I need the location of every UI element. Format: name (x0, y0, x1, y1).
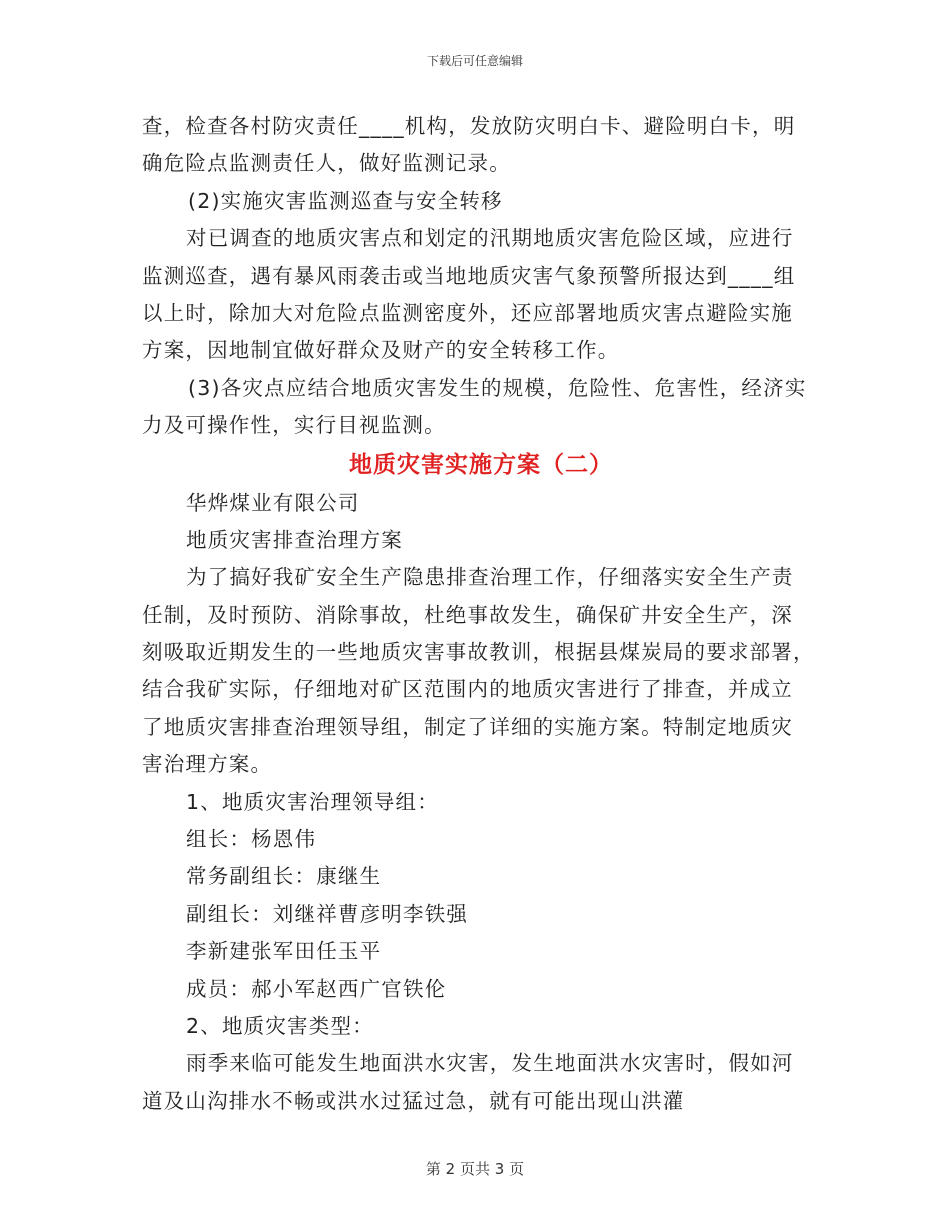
paragraph-line: 任制，及时预防、消除事故，杜绝事故发生，确保矿井安全生产，深 (142, 602, 793, 627)
paragraph-line: 了地质灾害排查治理领导组，制定了详细的实施方案。特制定地质灾 (142, 714, 793, 739)
member-line: 副组长：刘继祥曹彦明李铁强 (186, 901, 469, 926)
member-line: 成员：郝小军赵西广官铁伦 (186, 976, 447, 1001)
paragraph-line: 方案，因地制宜做好群众及财产的安全转移工作。 (142, 338, 620, 363)
list-heading: 2、地质灾害类型： (186, 1013, 374, 1038)
member-line: 组长：杨恩伟 (186, 827, 317, 852)
page-header: 下载后可任意编辑 (426, 54, 523, 68)
paragraph-line: 监测巡查，遇有暴风雨袭击或当地地质灾害气象预警所报达到____组 (142, 263, 796, 288)
list-heading: 1、地质灾害治理领导组： (186, 789, 439, 814)
document-body (142, 108, 815, 1120)
paragraph-line: 结合我矿实际，仔细地对矿区范围内的地质灾害进行了排查，并成立 (142, 677, 793, 702)
paragraph-line: 力及可操作性，实行目视监测。 (142, 413, 446, 438)
paragraph-line: (3)各灾点应结合地质灾害发生的规模，危险性、危害性，经济实 (188, 375, 807, 400)
section-title: 地质灾害实施方案（二） (349, 451, 613, 478)
paragraph-line: 道及山沟排水不畅或洪水过猛过急，就有可能出现山洪灌 (142, 1088, 685, 1113)
paragraph-line: 确危险点监测责任人，做好监测记录。 (142, 151, 511, 176)
member-line: 李新建张军田任玉平 (186, 939, 382, 964)
paragraph-line: 查，检查各村防灾责任____机构，发放防灾明白卡、避险明白卡，明 (142, 114, 796, 138)
plan-name: 地质灾害排查治理方案 (186, 527, 403, 552)
paragraph-line: 以上时，除加大对危险点监测密度外，还应部署地质灾害点避险实施 (142, 300, 793, 325)
paragraph-line: 害治理方案。 (142, 752, 273, 777)
paragraph-line: 为了搞好我矿安全生产隐患排查治理工作，仔细落实安全生产责 (186, 565, 794, 590)
page-footer: 第 2 页共 3 页 (425, 1160, 525, 1178)
paragraph-line: 刻吸取近期发生的一些地质灾害事故教训，根据县煤炭局的要求部署， (142, 640, 815, 665)
subheading: (2)实施灾害监测巡查与安全转移 (188, 188, 503, 213)
paragraph-line: 对已调查的地质灾害点和划定的汛期地质灾害危险区域，应进行 (186, 226, 794, 251)
paragraph-line: 雨季来临可能发生地面洪水灾害，发生地面洪水灾害时，假如河 (186, 1051, 794, 1076)
member-line: 常务副组长：康继生 (186, 864, 382, 889)
company-name: 华烨煤业有限公司 (186, 490, 360, 515)
